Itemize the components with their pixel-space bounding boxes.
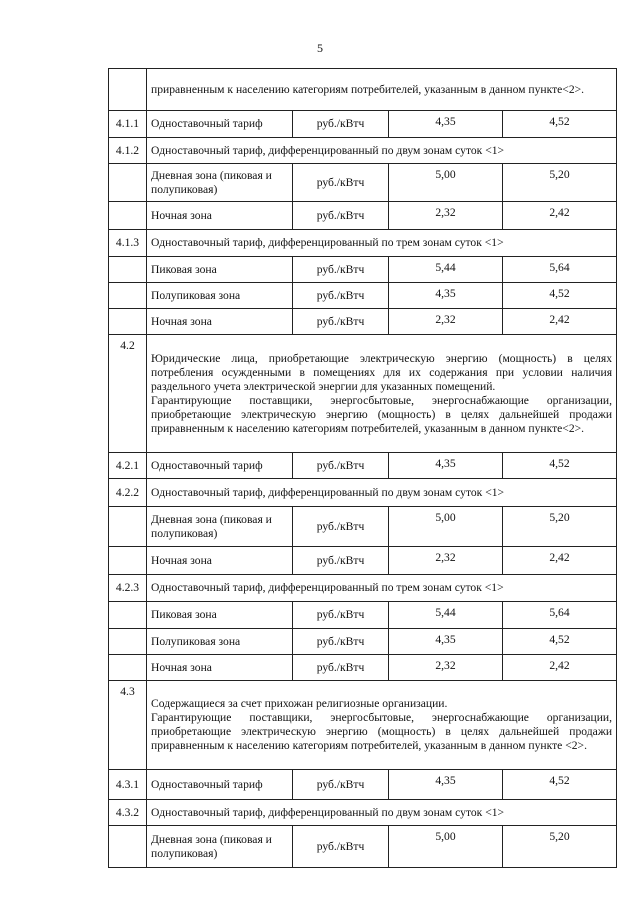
value-period-1: 4,35 bbox=[389, 283, 503, 309]
row-number: 4.2.3 bbox=[109, 575, 147, 602]
unit-cell: руб./кВтч bbox=[293, 309, 389, 335]
description-paragraph: Юридические лица, приобретающие электрическую энергию (мощность) в целях потребления осужденными в помещениях для их содержания при условии наличия раздельного учета электрической энергии для указанных помещений. bbox=[151, 351, 613, 393]
value-period-1: 5,00 bbox=[389, 826, 503, 868]
value-period-1: 2,32 bbox=[389, 202, 503, 230]
table-row bbox=[109, 230, 617, 257]
number-cell bbox=[109, 629, 147, 655]
value-period-1: 2,32 bbox=[389, 309, 503, 335]
unit-cell: руб./кВтч bbox=[293, 655, 389, 681]
table-row bbox=[109, 335, 617, 453]
value-period-2: 2,42 bbox=[503, 547, 617, 575]
unit-cell: руб./кВтч bbox=[293, 770, 389, 800]
number-cell bbox=[109, 257, 147, 283]
value-period-2: 2,42 bbox=[503, 309, 617, 335]
table-row bbox=[109, 602, 617, 629]
zone-label: Дневная зона (пиковая и полупиковая) bbox=[147, 507, 293, 547]
section-title: Одноставочный тариф, дифференцированный по двум зонам суток <1> bbox=[147, 800, 617, 826]
table-row bbox=[109, 138, 617, 164]
table-row bbox=[109, 800, 617, 826]
value-period-2: 5,64 bbox=[503, 257, 617, 283]
description-paragraph: Содержащиеся за счет прихожан религиозные организации. bbox=[151, 697, 448, 710]
table-row bbox=[109, 453, 617, 479]
zone-label: Полупиковая зона bbox=[147, 283, 293, 309]
zone-label: Полупиковая зона bbox=[147, 629, 293, 655]
number-cell bbox=[109, 283, 147, 309]
table-row bbox=[109, 681, 617, 770]
value-period-2: 4,52 bbox=[503, 770, 617, 800]
value-period-1: 4,35 bbox=[389, 111, 503, 138]
value-period-2: 4,52 bbox=[503, 453, 617, 479]
zone-label: Пиковая зона bbox=[147, 602, 293, 629]
row-number: 4.1.3 bbox=[109, 230, 147, 257]
section-title: Одноставочный тариф, дифференцированный по трем зонам суток <1> bbox=[147, 575, 617, 602]
value-period-2: 4,52 bbox=[503, 629, 617, 655]
number-cell bbox=[109, 309, 147, 335]
number-cell bbox=[109, 164, 147, 202]
value-period-1: 2,32 bbox=[389, 655, 503, 681]
row-number: 4.3 bbox=[109, 681, 147, 770]
table-row bbox=[109, 202, 617, 230]
unit-cell: руб./кВтч bbox=[293, 257, 389, 283]
tariff-table bbox=[108, 68, 617, 868]
table-row bbox=[109, 826, 617, 868]
zone-label: Пиковая зона bbox=[147, 257, 293, 283]
row-number: 4.2.2 bbox=[109, 479, 147, 507]
table-row bbox=[109, 283, 617, 309]
tariff-label: Одноставочный тариф bbox=[147, 453, 293, 479]
value-period-2: 4,52 bbox=[503, 283, 617, 309]
row-number: 4.1.1 bbox=[109, 111, 147, 138]
zone-label: Ночная зона bbox=[147, 202, 293, 230]
table-row bbox=[109, 655, 617, 681]
number-cell bbox=[109, 507, 147, 547]
value-period-2: 4,52 bbox=[503, 111, 617, 138]
table-row bbox=[109, 629, 617, 655]
description-paragraph: Гарантирующие поставщики, энергосбытовые, энергоснабжающие организации, приобретающие электрическую энергию (мощность) в целях дальнейшей продажи приравненным к населению категориям потребителей, указанным в данном пункте <2>. bbox=[151, 711, 613, 752]
value-period-1: 5,44 bbox=[389, 257, 503, 283]
tariff-label: Одноставочный тариф bbox=[147, 770, 293, 800]
table-row bbox=[109, 111, 617, 138]
unit-cell: руб./кВтч bbox=[293, 111, 389, 138]
value-period-1: 5,00 bbox=[389, 164, 503, 202]
value-period-1: 4,35 bbox=[389, 770, 503, 800]
unit-cell: руб./кВтч bbox=[293, 629, 389, 655]
value-period-2: 2,42 bbox=[503, 202, 617, 230]
number-cell bbox=[109, 69, 147, 111]
unit-cell: руб./кВтч bbox=[293, 826, 389, 868]
value-period-1: 5,44 bbox=[389, 602, 503, 629]
number-cell bbox=[109, 655, 147, 681]
page-number: 5 bbox=[317, 41, 323, 55]
value-period-2: 5,20 bbox=[503, 164, 617, 202]
zone-label: Ночная зона bbox=[147, 547, 293, 575]
value-period-2: 5,20 bbox=[503, 507, 617, 547]
table-row bbox=[109, 507, 617, 547]
table-row bbox=[109, 575, 617, 602]
unit-cell: руб./кВтч bbox=[293, 202, 389, 230]
value-period-1: 2,32 bbox=[389, 547, 503, 575]
unit-cell: руб./кВтч bbox=[293, 283, 389, 309]
row-number: 4.2.1 bbox=[109, 453, 147, 479]
description-cell bbox=[147, 681, 617, 770]
section-title: Одноставочный тариф, дифференцированный по двум зонам суток <1> bbox=[147, 479, 617, 507]
value-period-1: 4,35 bbox=[389, 453, 503, 479]
description-cell bbox=[147, 335, 617, 453]
number-cell bbox=[109, 202, 147, 230]
number-cell bbox=[109, 826, 147, 868]
section-title: Одноставочный тариф, дифференцированный по трем зонам суток <1> bbox=[147, 230, 617, 257]
zone-label: Дневная зона (пиковая и полупиковая) bbox=[147, 164, 293, 202]
row-number: 4.1.2 bbox=[109, 138, 147, 164]
number-cell bbox=[109, 602, 147, 629]
tariff-label: Одноставочный тариф bbox=[147, 111, 293, 138]
table-row bbox=[109, 164, 617, 202]
row-number: 4.3.2 bbox=[109, 800, 147, 826]
table-row bbox=[109, 257, 617, 283]
zone-label: Ночная зона bbox=[147, 655, 293, 681]
row-number: 4.2 bbox=[109, 335, 147, 453]
zone-label: Ночная зона bbox=[147, 309, 293, 335]
value-period-1: 5,00 bbox=[389, 507, 503, 547]
value-period-2: 2,42 bbox=[503, 655, 617, 681]
row-number: 4.3.1 bbox=[109, 770, 147, 800]
table-row bbox=[109, 69, 617, 111]
value-period-2: 5,64 bbox=[503, 602, 617, 629]
value-period-2: 5,20 bbox=[503, 826, 617, 868]
unit-cell: руб./кВтч bbox=[293, 453, 389, 479]
unit-cell: руб./кВтч bbox=[293, 547, 389, 575]
unit-cell: руб./кВтч bbox=[293, 164, 389, 202]
zone-label: Дневная зона (пиковая и полупиковая) bbox=[147, 826, 293, 868]
description-paragraph: Гарантирующие поставщики, энергосбытовые, энергоснабжающие организации, приобретающие электрическую энергию (мощность) в целях дальнейшей продажи приравненным к населению категориям потребителей, указанным в данном пункте<2>. bbox=[151, 393, 613, 435]
table-row bbox=[109, 770, 617, 800]
description-cell: приравненным к населению категориям потребителей, указанным в данном пункте<2>. bbox=[147, 69, 617, 111]
value-period-1: 4,35 bbox=[389, 629, 503, 655]
table-row bbox=[109, 547, 617, 575]
section-title: Одноставочный тариф, дифференцированный по двум зонам суток <1> bbox=[147, 138, 617, 164]
unit-cell: руб./кВтч bbox=[293, 602, 389, 629]
table-row bbox=[109, 309, 617, 335]
number-cell bbox=[109, 547, 147, 575]
unit-cell: руб./кВтч bbox=[293, 507, 389, 547]
table-row bbox=[109, 479, 617, 507]
